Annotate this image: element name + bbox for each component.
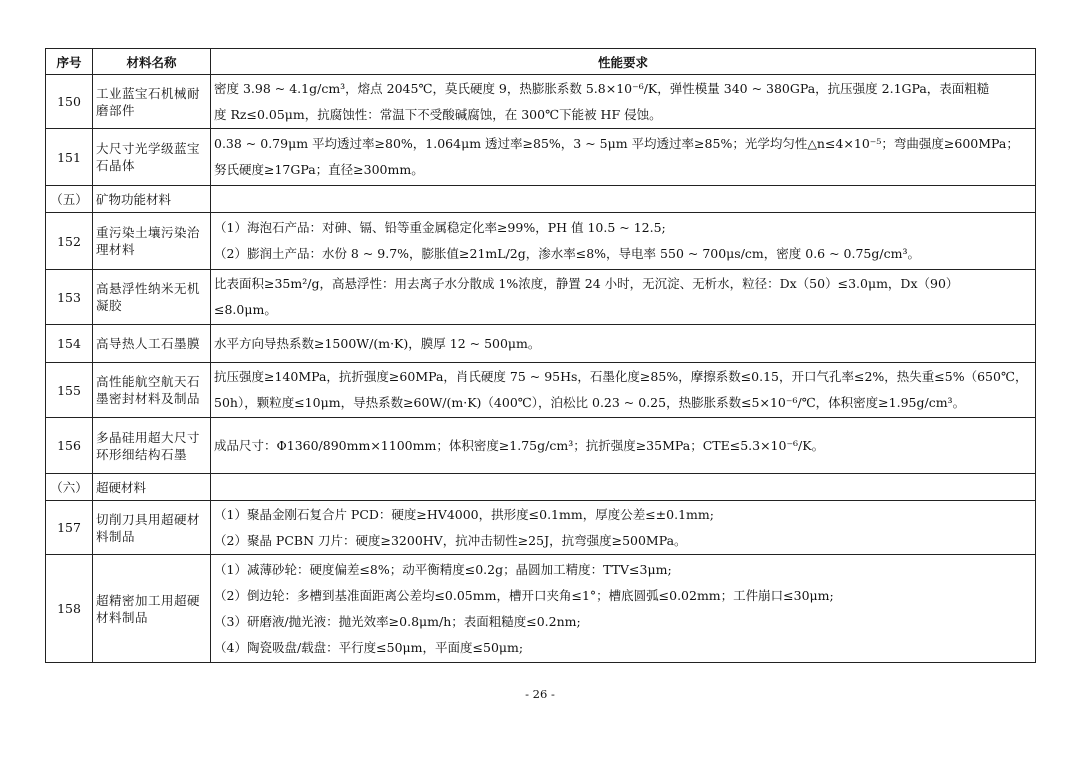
requirement-line: （2）膨润土产品：水份 8 ~ 9.7%，膨胀值≥21mL/2g，渗水率≤8%，导电率 550 ~ 700μs/cm，密度 0.6 ~ 0.75g/cm³。	[214, 246, 920, 261]
page-number: - 26 -	[525, 687, 555, 701]
requirement-line: 密度 3.98 ~ 4.1g/cm³，熔点 2045℃，莫氏硬度 9，热膨胀系数 5.8×10⁻⁶/K，弹性模量 340 ~ 380GPa，抗压强度 2.1GPa，表面粗糙	[214, 80, 990, 96]
table-header-row	[46, 49, 1036, 75]
table-row	[46, 270, 1036, 325]
section-row	[46, 474, 1036, 501]
section-row	[46, 186, 1036, 213]
row-number: 153	[46, 270, 93, 325]
requirement-line: （1）聚晶金刚石复合片 PCD：硬度≥HV4000，拱形度≤0.1mm，厚度公差≤±0.1mm;	[214, 506, 714, 522]
row-number: 152	[46, 213, 93, 270]
performance-cell	[211, 129, 1036, 186]
material-name: 高导热人工石墨膜	[93, 325, 211, 363]
requirement-line: 抗压强度≥140MPa，抗折强度≥60MPa，肖氏硬度 75 ~ 95Hs，石墨化度≥85%，摩擦系数≤0.15，开口气孔率≤2%，热失重≤5%（650℃，	[214, 369, 1028, 384]
row-number: 155	[46, 363, 93, 418]
table-row	[46, 363, 1036, 418]
performance-cell	[211, 555, 1036, 663]
requirement-line: 0.38 ~ 0.79μm 平均透过率≥80%，1.064μm 透过率≥85%，3 ~ 5μm 平均透过率≥85%；光学均匀性△n≤4×10⁻⁵；弯曲强度≥600MPa；	[214, 136, 1019, 151]
requirement-line: 努氏硬度≥17GPa；直径≥300mm。	[214, 162, 424, 177]
performance-cell	[211, 325, 1036, 363]
table-row	[46, 325, 1036, 363]
table-row	[46, 555, 1036, 663]
material-name: 切削刀具用超硬材料制品	[93, 501, 211, 555]
row-number: 158	[46, 555, 93, 663]
requirement-line: （1）减薄砂轮：硬度偏差≤8%；动平衡精度≤0.2g；晶圆加工精度：TTV≤3μm;	[214, 561, 672, 577]
performance-cell	[211, 501, 1036, 555]
table-row	[46, 75, 1036, 129]
row-number: 157	[46, 501, 93, 555]
performance-cell	[211, 75, 1036, 129]
table-row	[46, 501, 1036, 555]
requirement-line: 成品尺寸：Φ1360/890mm×1100mm；体积密度≥1.75g/cm³；抗折强度≥35MPa；CTE≤5.3×10⁻⁶/K。	[214, 437, 825, 453]
material-name: 重污染土壤污染治理材料	[93, 213, 211, 270]
material-name: 超精密加工用超硬材料制品	[93, 555, 211, 663]
requirement-line: （3）研磨液/抛光液：抛光效率≥0.8μm/h；表面粗糙度≤0.2nm;	[214, 613, 581, 629]
requirement-line: ≤8.0μm。	[214, 302, 277, 317]
performance-cell	[211, 363, 1036, 418]
section-number: （五）	[46, 186, 93, 213]
material-name: 高性能航空航天石墨密封材料及制品	[93, 363, 211, 418]
row-number: 151	[46, 129, 93, 186]
empty-cell	[211, 474, 1036, 501]
header-serial: 序号	[46, 49, 93, 75]
requirement-line: 50h），颗粒度≤10μm，导热系数≥60W/(m·K)（400℃），泊松比 0.23 ~ 0.25，热膨胀系数≤5×10⁻⁶/℃，体积密度≥1.95g/cm³。	[214, 395, 966, 410]
material-name: 工业蓝宝石机械耐磨部件	[93, 75, 211, 129]
requirement-line: （4）陶瓷吸盘/载盘：平行度≤50μm，平面度≤50μm;	[214, 639, 524, 655]
section-number: （六）	[46, 474, 93, 501]
row-number: 150	[46, 75, 93, 129]
header-performance: 性能要求	[211, 49, 1036, 75]
section-title: 超硬材料	[93, 474, 211, 501]
performance-cell	[211, 270, 1036, 325]
requirement-line: 度 Rz≤0.05μm，抗腐蚀性：常温下不受酸碱腐蚀，在 300℃下能被 HF 侵蚀。	[214, 106, 662, 122]
requirement-line: 比表面积≥35m²/g，高悬浮性：用去离子水分散成 1%浓度，静置 24 小时，无沉淀、无析水，粒径：Dx（50）≤3.0μm，Dx（90）	[214, 276, 959, 291]
requirement-line: （1）海泡石产品：对砷、镉、铅等重金属稳定化率≥99%，PH 值 10.5 ~ 12.5;	[214, 220, 666, 235]
header-material-name: 材料名称	[93, 49, 211, 75]
performance-cell	[211, 213, 1036, 270]
empty-cell	[211, 186, 1036, 213]
material-name: 多晶硅用超大尺寸环形细结构石墨	[93, 418, 211, 474]
row-number: 156	[46, 418, 93, 474]
requirement-line: （2）聚晶 PCBN 刀片：硬度≥3200HV，抗冲击韧性≥25J，抗弯强度≥500MPa。	[214, 532, 687, 548]
table-row	[46, 129, 1036, 186]
table-row	[46, 418, 1036, 474]
material-name: 高悬浮性纳米无机凝胶	[93, 270, 211, 325]
performance-cell	[211, 418, 1036, 474]
requirement-line: 水平方向导热系数≥1500W/(m·K)，膜厚 12 ~ 500μm。	[214, 335, 541, 351]
row-number: 154	[46, 325, 93, 363]
table-row	[46, 213, 1036, 270]
section-title: 矿物功能材料	[93, 186, 211, 213]
material-name: 大尺寸光学级蓝宝石晶体	[93, 129, 211, 186]
requirements-table	[45, 48, 1036, 663]
requirement-line: （2）倒边轮：多槽到基准面距离公差均≤0.05mm，槽开口夹角≤1°；槽底圆弧≤0.02mm；工件崩口≤30μm;	[214, 587, 834, 603]
